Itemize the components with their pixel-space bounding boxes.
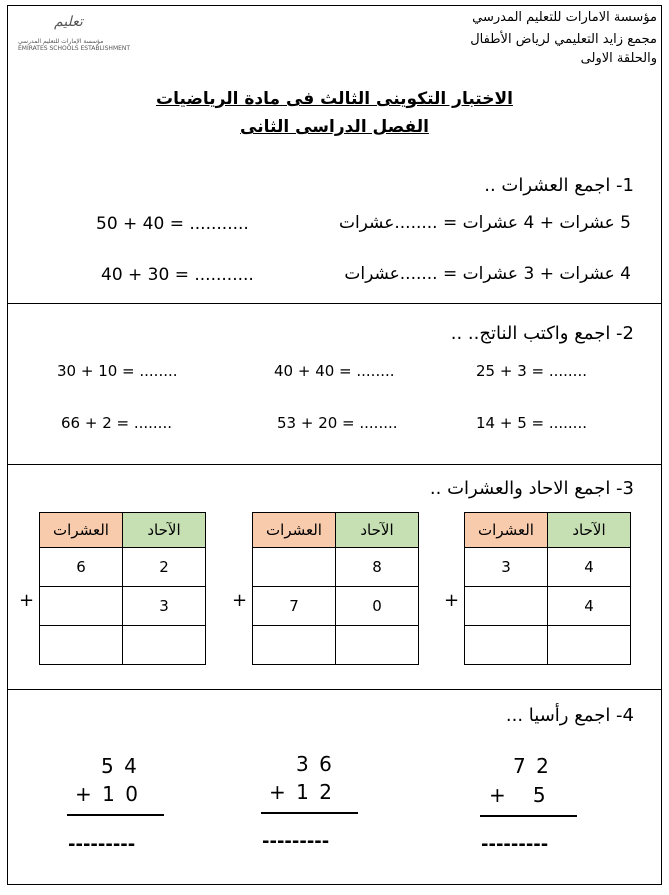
q2-item-6: 66 + 2 = ........ bbox=[61, 414, 172, 432]
answer-tens-cell[interactable] bbox=[253, 626, 336, 665]
vertical-top-number: 5 4 bbox=[101, 754, 139, 778]
q1-row1-numeric: 50 + 40 = ........... bbox=[96, 214, 249, 234]
q1-prompt: 1- اجمع العشرات .. bbox=[484, 175, 634, 196]
ones-cell: 2 bbox=[123, 548, 206, 587]
tens-cell: 7 bbox=[253, 587, 336, 626]
answer-dashes: --------- bbox=[262, 831, 330, 852]
tens-cell: 6 bbox=[40, 548, 123, 587]
vertical-bottom-number: + 1 2 bbox=[269, 780, 334, 804]
q2-prompt: 2- اجمع واكتب الناتج.. .. bbox=[450, 323, 634, 344]
ones-header: الآحاد bbox=[123, 513, 206, 548]
section-divider-1 bbox=[7, 303, 662, 304]
q1-row2-arabic: 4 عشرات + 3 عشرات = .......عشرات bbox=[344, 264, 631, 284]
vertical-bottom-number: + 5 bbox=[489, 783, 548, 807]
tens-header: العشرات bbox=[253, 513, 336, 548]
q2-item-1: 25 + 3 = ........ bbox=[476, 362, 587, 380]
q3-prompt: 3- اجمع الاحاد والعشرات .. bbox=[429, 478, 634, 499]
ones-cell: 3 bbox=[123, 587, 206, 626]
page-border bbox=[7, 5, 662, 885]
place-value-table-2 bbox=[252, 512, 419, 665]
answer-dashes: --------- bbox=[68, 834, 136, 855]
page-title: الاختبار التكوينى الثالث فى مادة الرياضيات bbox=[156, 89, 513, 109]
tens-cell bbox=[40, 587, 123, 626]
plus-sign: + bbox=[19, 590, 35, 611]
q1-row2-numeric: 40 + 30 = ........... bbox=[101, 265, 254, 285]
org-line-1: مؤسسة الامارات للتعليم المدرسي bbox=[472, 10, 657, 25]
org-line-2: مجمع زايد التعليمي لرياض الأطفال bbox=[470, 32, 657, 47]
ones-cell: 4 bbox=[548, 548, 631, 587]
sum-line bbox=[67, 814, 164, 816]
q2-item-4: 14 + 5 = ........ bbox=[476, 414, 587, 432]
answer-ones-cell[interactable] bbox=[548, 626, 631, 665]
answer-dashes: --------- bbox=[481, 834, 549, 855]
logo-sub-arabic: مؤسسة الإمارات للتعليم المدرسي bbox=[18, 38, 104, 45]
page-subtitle: الفصل الدراسى الثانى bbox=[240, 117, 429, 137]
tens-cell bbox=[465, 587, 548, 626]
vertical-top-number: 3 6 bbox=[296, 752, 334, 776]
ones-header: الآحاد bbox=[548, 513, 631, 548]
q2-item-2: 40 + 40 = ........ bbox=[274, 362, 395, 380]
place-value-table-3 bbox=[39, 512, 206, 665]
tens-cell bbox=[253, 548, 336, 587]
q2-item-5: 53 + 20 = ........ bbox=[277, 414, 398, 432]
logo-sub-english: EMIRATES SCHOOLS ESTABLISHMENT bbox=[18, 45, 131, 52]
place-value-table-1 bbox=[464, 512, 631, 665]
q1-row1-arabic: 5 عشرات + 4 عشرات = ........عشرات bbox=[338, 213, 631, 233]
tens-header: العشرات bbox=[40, 513, 123, 548]
answer-ones-cell[interactable] bbox=[336, 626, 419, 665]
sum-line bbox=[261, 812, 358, 814]
ones-cell: 8 bbox=[336, 548, 419, 587]
q4-prompt: 4- اجمع رأسيا ... bbox=[505, 705, 634, 726]
tens-header: العشرات bbox=[465, 513, 548, 548]
q2-item-3: 30 + 10 = ........ bbox=[57, 362, 178, 380]
sum-line bbox=[480, 815, 577, 817]
vertical-bottom-number: + 1 0 bbox=[75, 782, 140, 806]
section-divider-2 bbox=[7, 464, 662, 465]
tens-cell: 3 bbox=[465, 548, 548, 587]
answer-tens-cell[interactable] bbox=[465, 626, 548, 665]
section-divider-3 bbox=[7, 689, 662, 690]
org-line-3: والحلقة الاولى bbox=[580, 51, 657, 66]
ones-cell: 4 bbox=[548, 587, 631, 626]
vertical-top-number: 7 2 bbox=[513, 754, 551, 778]
logo-word: تعليم bbox=[54, 14, 83, 30]
answer-ones-cell[interactable] bbox=[123, 626, 206, 665]
ones-header: الآحاد bbox=[336, 513, 419, 548]
ones-cell: 0 bbox=[336, 587, 419, 626]
plus-sign: + bbox=[232, 590, 248, 611]
answer-tens-cell[interactable] bbox=[40, 626, 123, 665]
plus-sign: + bbox=[444, 590, 460, 611]
